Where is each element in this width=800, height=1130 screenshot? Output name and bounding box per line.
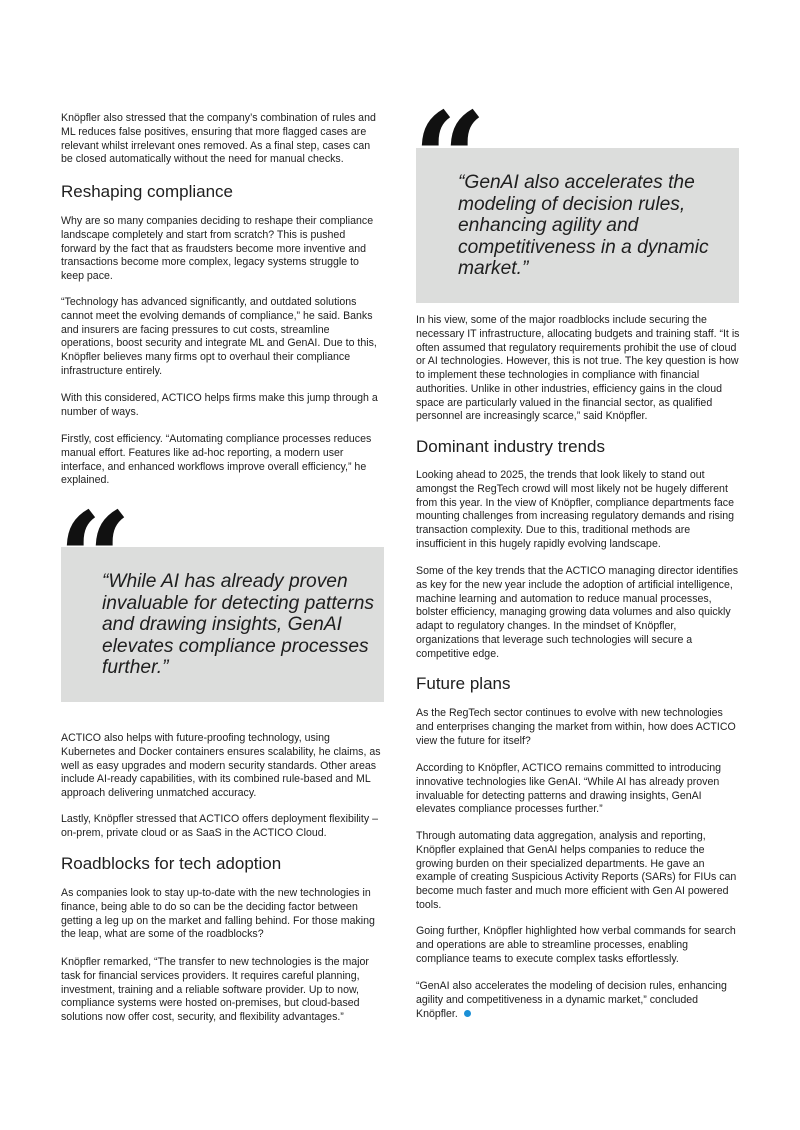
paragraph: Firstly, cost efficiency. “Automating compliance processes reduces manual effort. Features like ad-hoc reporting, a modern user interface, and enhanced workflows improve overall efficiency,” he explained. bbox=[61, 433, 372, 487]
pull-quote-text: “GenAI also accelerates the modeling of decision rules, enhancing agility and competitiveness in a dynamic market.” bbox=[458, 172, 709, 280]
section-heading-future: Future plans bbox=[416, 674, 511, 693]
paragraph: With this considered, ACTICO helps firms make this jump through a number of ways. bbox=[61, 392, 378, 418]
paragraph: ACTICO also helps with future-proofing technology, using Kubernetes and Docker containers ensures scalability, he claims, as well as easy upgrades and modern security standards. Other areas include AI-ready capabilities, with its combined rule-based and ML approach delivering unmatched accuracy. bbox=[61, 732, 381, 799]
paragraph: Some of the key trends that the ACTICO managing director identifies as key for the new year include the adoption of artificial intelligence, machine learning and automation to reduce manual processes, bolster efficiency, managing growing data volumes and also quickly adapt to regulatory changes. In the mindset of Knöpfler, organizations that leverage such technologies will secure a competitive edge. bbox=[416, 565, 739, 660]
section-heading-trends: Dominant industry trends bbox=[416, 437, 605, 456]
quote-mark-icon: “ bbox=[413, 85, 487, 235]
section-heading-roadblocks: Roadblocks for tech adoption bbox=[61, 854, 282, 873]
paragraph: As companies look to stay up-to-date with the new technologies in finance, being able to do so can be the deciding factor between getting a leg up on the market and falling behind. For those making the leap, what are some of the roadblocks? bbox=[61, 887, 375, 941]
paragraph: Going further, Knöpfler highlighted how verbal commands for search and operations are able to streamline processes, enabling compliance teams to execute complex tasks effortlessly. bbox=[416, 925, 736, 965]
paragraph-final bbox=[416, 980, 740, 1021]
final-text: “GenAI also accelerates the modeling of decision rules, enhancing agility and competitiveness in a dynamic market,” concluded Knöpfler. bbox=[416, 980, 727, 1020]
pull-quote-text: “While AI has already proven invaluable for detecting patterns and drawing insights, GenAI elevates compliance processes further.” bbox=[102, 571, 374, 679]
paragraph: Lastly, Knöpfler stressed that ACTICO offers deployment flexibility – on-prem, private cloud or as SaaS in the ACTICO Cloud. bbox=[61, 813, 378, 839]
section-heading-reshaping: Reshaping compliance bbox=[61, 182, 233, 201]
quote-mark-icon: “ bbox=[58, 485, 132, 635]
paragraph: Why are so many companies deciding to reshape their compliance landscape completely and start from scratch? This is pushed forward by the fact that as fraudsters become more inventive and transactions become more complex, legacy systems struggle to keep pace. bbox=[61, 215, 374, 282]
end-mark-dot-icon bbox=[464, 1010, 471, 1017]
paragraph: In his view, some of the major roadblocks include securing the necessary IT infrastructure, allocating budgets and training staff. “It is often assumed that regulatory requirements prohibit the use of cloud or AI technologies. However, this is not true. The key question is how to implement these technologies in compliance with financial authorities. Unlike in other industries, efficiency gains in the cloud space are particularly valued in the financial sector, as qualified personnel are increasingly scarce,” said Knöpfler. bbox=[416, 314, 740, 423]
paragraph: As the RegTech sector continues to evolve with new technologies and enterprises changing the market from within, how does ACTICO view the future for itself? bbox=[416, 707, 736, 747]
paragraph: Knöpfler remarked, “The transfer to new technologies is the major task for financial services providers. It requires careful planning, investment, training and a reliable software provider. Up to now, compliance systems were hosted on-premises, but cloud-based solutions now offer cost, security, and flexibility advantages.” bbox=[61, 956, 369, 1023]
paragraph: Looking ahead to 2025, the trends that look likely to stand out amongst the RegTech crowd will most likely not be hugely different from this year. In the view of Knöpfler, compliance departments face mounting challenges from increasing regulatory demands and rising transaction complexity. Due to this, traditional methods are insufficient in this hugely rapidly evolving landscape. bbox=[416, 469, 734, 550]
paragraph: According to Knöpfler, ACTICO remains committed to introducing innovative technologies like GenAI. “While AI has already proven invaluable for detecting patterns and drawing insights, GenAI elevates compliance processes further.” bbox=[416, 762, 721, 816]
paragraph: “Technology has advanced significantly, and outdated solutions cannot meet the evolving demands of compliance,” he said. Banks and insurers are facing pressures to cut costs, streamline operations, boost security and integrate ML and GenAI. Due to this, Knöpfler believes many firms opt to overhaul their compliance infrastructure entirely. bbox=[61, 296, 377, 377]
paragraph: Knöpfler also stressed that the company’s combination of rules and ML reduces false positives, ensuring that more flagged cases are relevant whilst irrelevant ones removed. As a final step, cases can be closed automatically without the need for manual checks. bbox=[61, 112, 376, 166]
paragraph: Through automating data aggregation, analysis and reporting, Knöpfler explained that GenAI helps companies to reduce the growing burden on their specialized departments. He gave an example of creating Suspicious Activity Reports (SARs) for FIUs can become much faster and much more efficient with Gen AI powered tools. bbox=[416, 830, 737, 911]
